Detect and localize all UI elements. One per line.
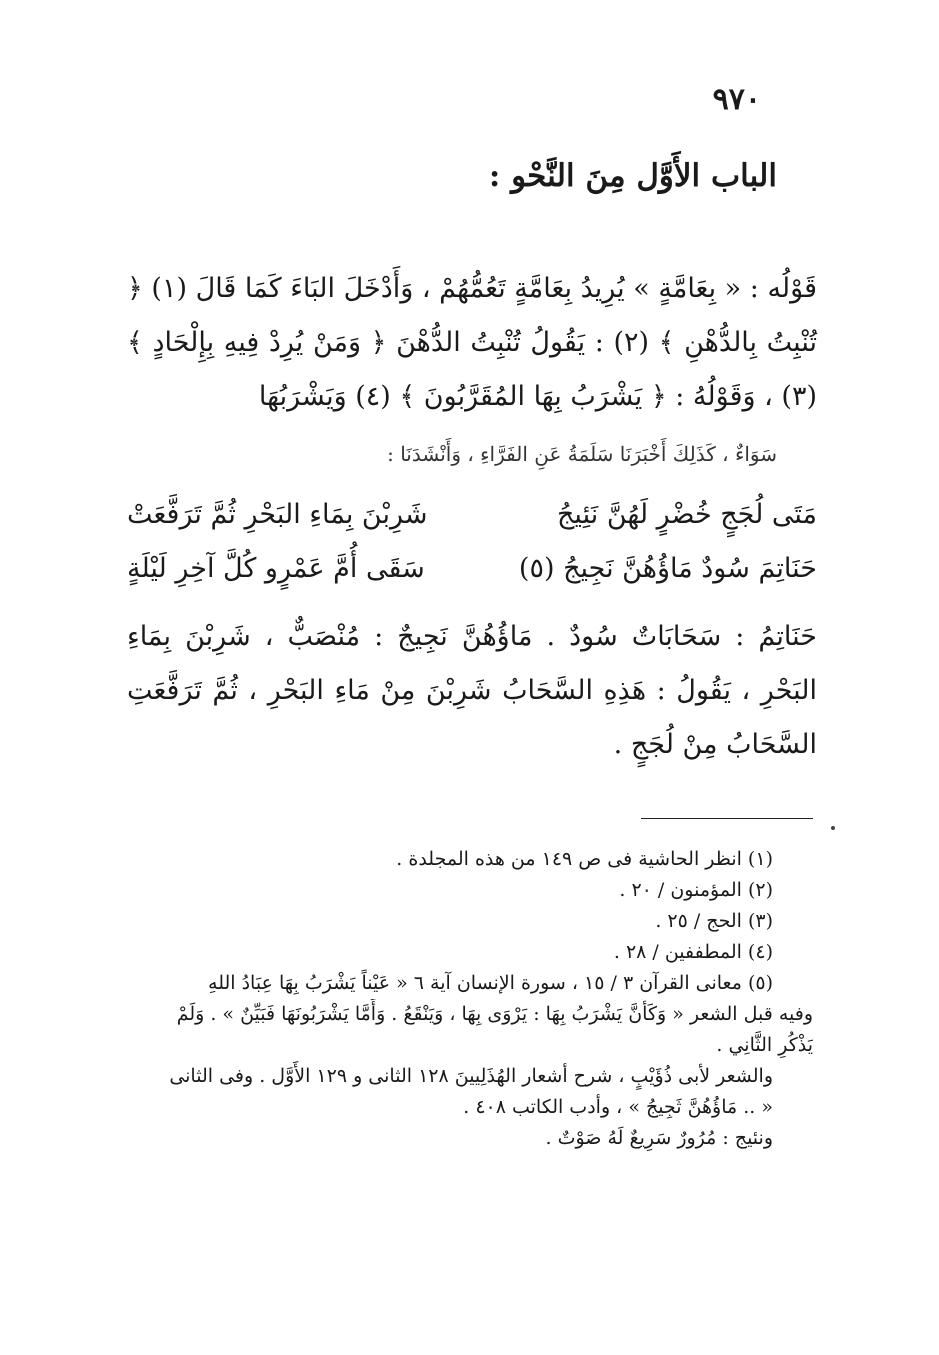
poem-hemistich-first: شَرِبْنَ بِمَاءِ البَحْرِ ثُمَّ تَرَفَّعَتْ: [127, 499, 428, 530]
poem-hemistich-second: مَتَى لُجَجٍ خُضْرٍ لَهُنَّ نَئِيجُ: [557, 499, 817, 530]
paragraph-2: حَنَاتِمُ : سَحَابَاتٌ سُودٌ . مَاؤُهُنَّ نَجِيجٌ : مُنْصَبٌّ ، شَرِبْنَ بِمَاءِ البَحْرِ ، يَقُولُ : هَذِهِ السَّحَابُ شَرِبْنَ مِنْ مَاءِ البَحْرِ ، ثُمَّ تَرَفَّعَتِ السَّحَابُ مِنْ لُجَجٍ .: [127, 621, 817, 760]
footnote-5: (٥) معانى القرآن ٣ / ١٥ ، سورة الإنسان آية ٦ « عَيْناً يَشْرَبُ بِهَا عِبَادُ اللهِ: [208, 972, 773, 994]
poem-hemistich-second: حَنَاتِمَ سُودٌ مَاؤُهُنَّ نَجِيجُ (٥): [518, 553, 817, 584]
page-number: ٩٧٠: [712, 82, 761, 117]
footnote-5-continued: وفيه قبل الشعر « وَكَأَنَّ يَشْرَبُ بِهَا : يَرْوَى بِهَا ، وَيَنْقَعُ . وَأَمَّا يَشْرَبُونَهَا فَبَيِّنٌ » . وَلَمْ: [176, 1003, 813, 1025]
footnote-3: (٣) الحج / ٢٥ .: [655, 910, 773, 932]
paragraph-1-last-line: سَوَاءٌ ، كَذَلِكَ أَخْبَرَنَا سَلَمَةُ عَنِ الفَرَّاءِ ، وَأَنْشَدَنَا :: [387, 442, 777, 466]
footnote-separator: [641, 818, 813, 819]
footnote-5-variant-note: « .. مَاؤُهُنَّ ثَجِيجُ » ، وأدب الكاتب ٤٠٨ .: [463, 1096, 773, 1118]
footnote-1: (١) انظر الحاشية فى ص ١٤٩ من هذه المجلدة .: [396, 848, 773, 870]
poem-verse: [127, 488, 817, 542]
paragraph-1-text: قَوْلُه : « بِعَامَّةٍ » يُرِيدُ بِعَامَّةٍ تَعُمُّهُمْ ، وَأَدْخَلَ البَاءَ كَمَا قَالَ (١) ﴿ تُنْبِتُ بِالدُّهْنِ ﴾ (٢) : يَقُولُ تُنْبِتُ الدُّهْنَ ﴿ وَمَنْ يُرِدْ فِيهِ بِإِلْحَادٍ ﴾ (٣) ، وَقَوْلُهُ : ﴿ يَشْرَبُ بِهَا المُقَرَّبُونَ ﴾ (٤) وَيَشْرَبُهَا: [127, 273, 818, 412]
chapter-title: الباب الأَوَّل مِنَ النَّحْو :: [488, 158, 777, 194]
poem: [127, 488, 817, 596]
paragraph-1: [127, 262, 817, 424]
footnote-4: (٤) المطففين / ٢٨ .: [613, 941, 773, 963]
scan-speck: [831, 826, 835, 830]
poem-verse: [127, 542, 817, 596]
footnote-5-poet-note: والشعر لأبى ذُؤَيْبٍ ، شرح أشعار الهُذَلِيينَ ١٢٨ الثانى و ١٢٩ الأَوَّل . وفى الثانى: [169, 1065, 773, 1087]
footnote-2: (٢) المؤمنون / ٢٠ .: [619, 879, 773, 901]
footnotes: [123, 844, 813, 1154]
footnote-5-continued: يَذْكُرِ الثَّانِي .: [716, 1034, 813, 1056]
footnote-5-gloss: ونئيج : مُرُورٌ سَرِيعٌ لَهُ صَوْتٌ .: [545, 1127, 773, 1149]
poem-hemistich-first: سَقَى أُمَّ عَمْرٍو كُلَّ آخِرِ لَيْلَةٍ: [127, 553, 425, 584]
